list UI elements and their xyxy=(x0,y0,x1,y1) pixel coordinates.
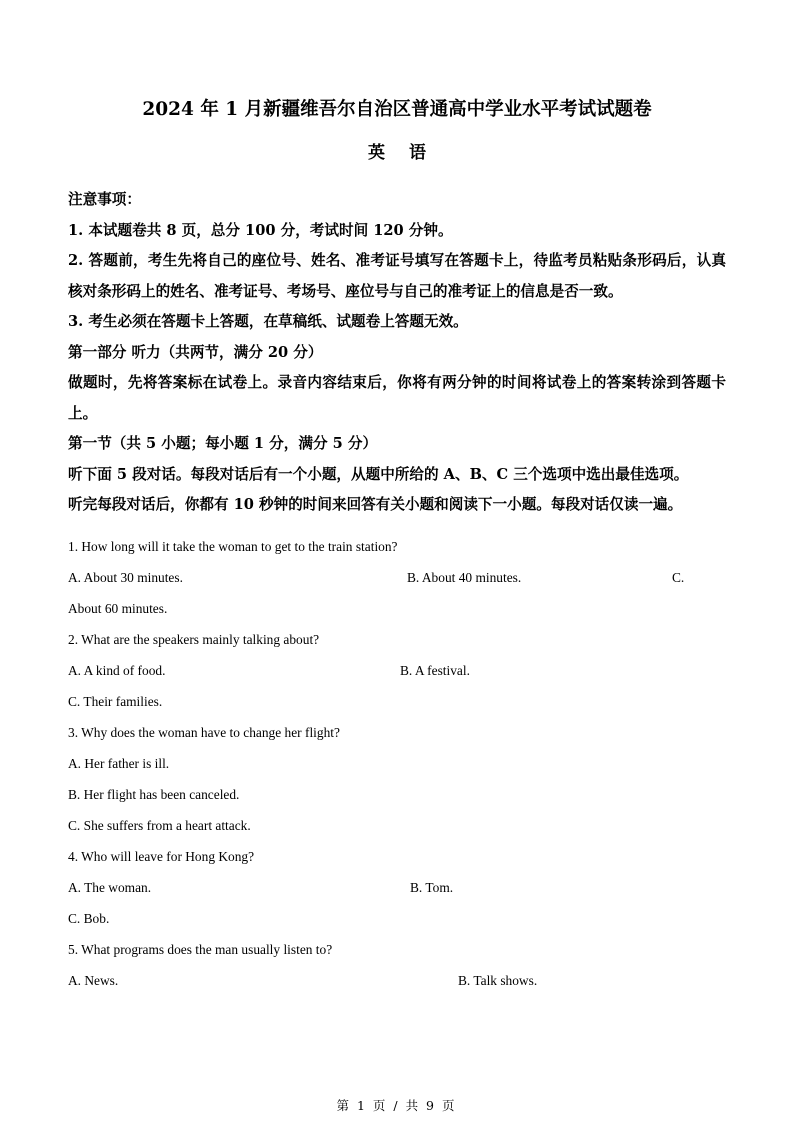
option-c[interactable]: C. Bob. xyxy=(68,910,110,926)
option-a[interactable]: A. About 30 minutes. xyxy=(68,569,183,585)
option-c[interactable]: C. Their families. xyxy=(68,693,163,709)
notice-item-1: 1. 本试题卷共 8 页，总分 100 分，考试时间 120 分钟。 xyxy=(68,221,453,239)
question-stem: 5. What programs does the man usually listen to? xyxy=(68,941,333,957)
option-a[interactable]: A. A kind of food. xyxy=(68,662,166,678)
question-item xyxy=(68,521,726,624)
section-one-heading: 第一节（共 5 小题；每小题 1 分，满分 5 分） xyxy=(68,435,378,453)
option-row xyxy=(68,965,726,996)
option-b[interactable]: B. A festival. xyxy=(400,662,470,678)
question-stem: 1. How long will it take the woman to get to the train station? xyxy=(68,538,398,554)
question-stem: 3. Why does the woman have to change her flight? xyxy=(68,724,340,740)
option-c-partial[interactable]: C. xyxy=(672,569,685,585)
question-item xyxy=(68,717,726,841)
question-item xyxy=(68,934,726,996)
page-title: 2024 年 1 月新疆维吾尔自治区普通高中学业水平考试试题卷 xyxy=(142,99,652,120)
question-item xyxy=(68,624,726,717)
question-list xyxy=(68,521,726,996)
option-c[interactable]: C. She suffers from a heart attack. xyxy=(68,817,251,833)
question-item xyxy=(68,841,726,934)
subject-subtitle: 英 语 xyxy=(368,143,435,164)
notice-heading: 注意事项： xyxy=(68,191,141,209)
question-stem: 2. What are the speakers mainly talking about? xyxy=(68,631,320,647)
option-b[interactable]: B. Talk shows. xyxy=(458,972,538,988)
page-content xyxy=(68,0,726,996)
option-b[interactable]: B. About 40 minutes. xyxy=(407,569,522,585)
option-row xyxy=(68,655,726,686)
option-row xyxy=(68,872,726,903)
notice-item-2: 2. 答题前，考生先将自己的座位号、姓名、准考证号填写在答题卡上，待监考员粘贴条形码后，认真核对条形码上的姓名、准考证号、考场号、座位号与自己的准考证上的信息是否一致。 xyxy=(68,252,726,300)
option-row xyxy=(68,562,726,593)
page-footer: 第 1 页 / 共 9 页 xyxy=(336,1098,457,1113)
question-stem: 4. Who will leave for Hong Kong? xyxy=(68,848,255,864)
option-a[interactable]: A. Her father is ill. xyxy=(68,755,170,771)
option-a[interactable]: A. News. xyxy=(68,972,119,988)
section-one-instruction-2: 听完每段对话后，你都有 10 秒钟的时间来回答有关小题和阅读下一小题。每段对话仅读一遍。 xyxy=(68,496,683,514)
option-c-continuation[interactable]: About 60 minutes. xyxy=(68,600,168,616)
part-one-instruction: 做题时，先将答案标在试卷上。录音内容结束后，你将有两分钟的时间将试卷上的答案转涂到答题卡上。 xyxy=(68,374,726,422)
part-one-heading: 第一部分 听力（共两节，满分 20 分） xyxy=(68,343,323,361)
option-b[interactable]: B. Her flight has been canceled. xyxy=(68,786,240,802)
notice-item-3: 3. 考生必须在答题卡上答题，在草稿纸、试题卷上答题无效。 xyxy=(68,313,468,331)
option-b[interactable]: B. Tom. xyxy=(410,879,454,895)
section-one-instruction-1: 听下面 5 段对话。每段对话后有一个小题，从题中所给的 A、B、C 三个选项中选出最佳选项。 xyxy=(68,465,689,483)
option-a[interactable]: A. The woman. xyxy=(68,879,152,895)
